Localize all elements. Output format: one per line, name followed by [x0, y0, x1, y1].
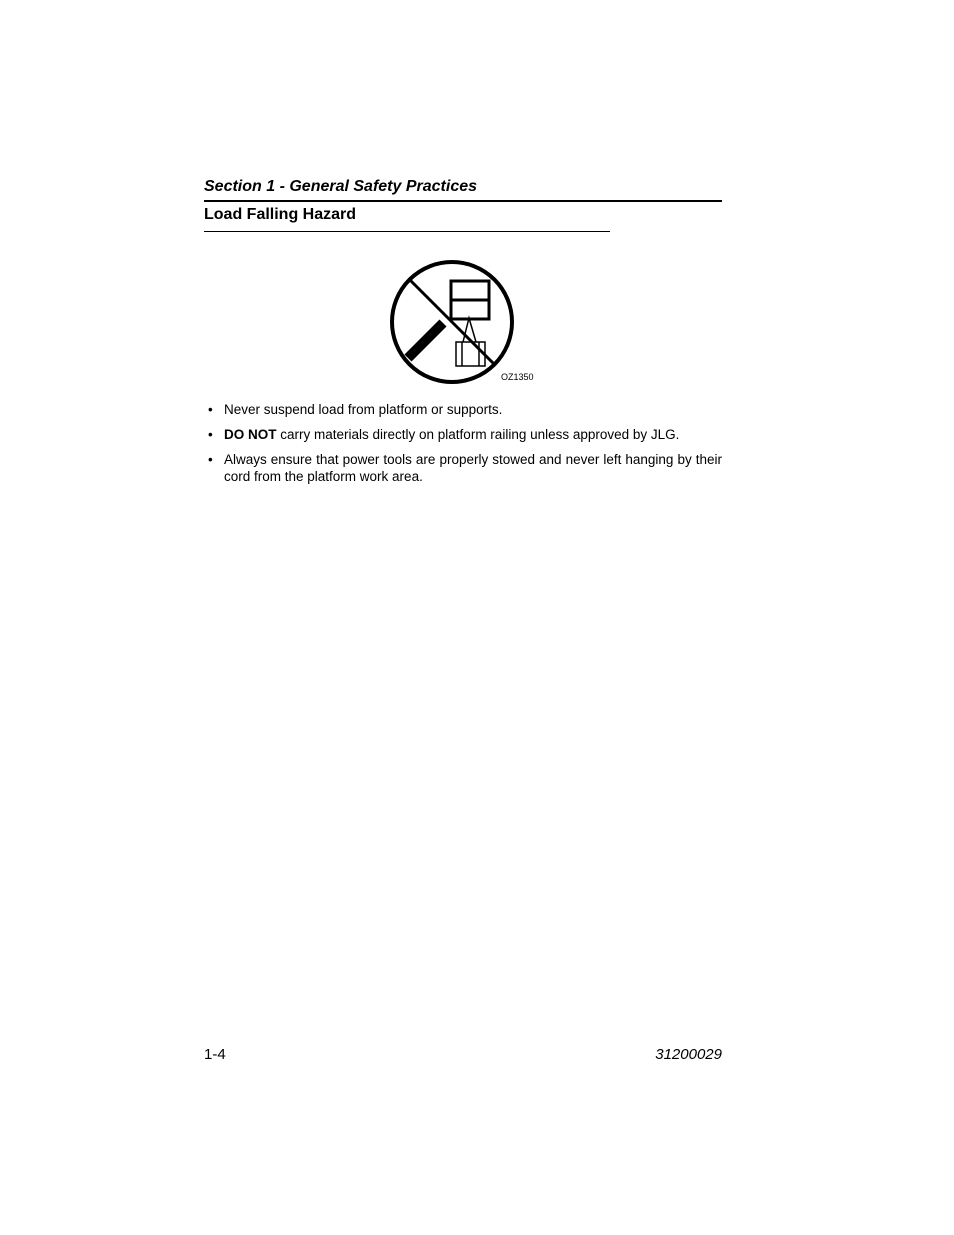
section-rule — [204, 200, 722, 202]
list-item — [204, 451, 722, 485]
prohibition-bar — [408, 323, 443, 358]
list-item-text: carry materials directly on platform railing unless approved by JLG. — [276, 427, 680, 442]
suspended-load — [456, 342, 485, 366]
no-suspended-load-icon — [388, 258, 518, 388]
page-number: 1-4 — [204, 1046, 226, 1063]
list-item-emphasis: DO NOT — [224, 427, 277, 442]
subsection-title: Load Falling Hazard — [204, 206, 357, 223]
section-title: Section 1 - General Safety Practices — [204, 178, 478, 195]
list-item — [204, 426, 722, 443]
bullet-list — [204, 401, 722, 493]
list-item-text: Never suspend load from platform or supports. — [224, 402, 503, 417]
document-number: 31200029 — [655, 1046, 722, 1063]
subsection-rule — [204, 231, 610, 232]
list-item-text: Always ensure that power tools are properly stowed and never left hanging by their cord from the platform work area. — [224, 452, 722, 484]
list-item — [204, 401, 722, 418]
figure-id-label: OZ1350 — [501, 372, 534, 382]
